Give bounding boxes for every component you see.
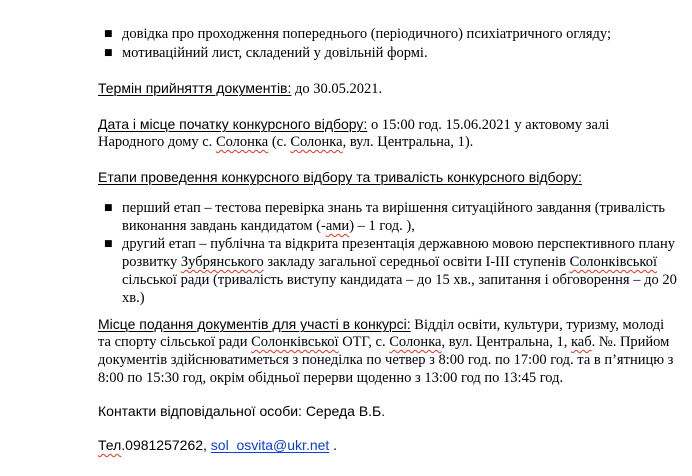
list-item-continuation: розвитку Зубрянського закладу загальної середньої освіти І-ІІІ ступенів Солонківської — [122, 254, 658, 270]
list-item: мотиваційний лист, складений у довільній формі. — [122, 45, 428, 61]
bullet-icon: ■ — [104, 203, 113, 213]
start-paragraph-line2: Народного дому с. Солонка (с. Солонка, вул. Центральна, 1). — [98, 134, 474, 150]
bullet-icon: ■ — [104, 29, 113, 39]
contacts-line: Контакти відповідальної особи: Середа В.Б. — [98, 403, 386, 419]
bullet-icon: ■ — [104, 48, 113, 58]
submission-line3: документів здійснюватиметься з понеділка по четвер з 8:00 год. по 17:00 год. та в п’ятницю з — [98, 352, 674, 368]
phone-number: .0981257262, — [121, 437, 211, 453]
list-item: довідка про проходження попереднього (періодичного) психіатричного огляду; — [122, 26, 611, 42]
bullet-icon: ■ — [104, 239, 113, 249]
list-item-continuation: виконання завдань кандидатом (-ами) – 1 год. ), — [122, 218, 415, 234]
list-item: другий етап – публічна та відкрита презентація державною мовою перспективного плану — [122, 236, 675, 252]
deadline-paragraph — [98, 80, 382, 98]
deadline-label: Термін прийняття документів: — [98, 80, 292, 96]
start-paragraph — [98, 116, 609, 134]
phone-line: Тел.0981257262, sol_osvita@ukr.net . — [98, 437, 338, 453]
submission-paragraph: Місце подання документів для участі в конкурсі: Відділ освіти, культури, туризму, молоді — [98, 316, 665, 333]
deadline-value: до 30.05.2021. — [291, 81, 383, 97]
submission-line2: та спорту сільської ради Солонківської ОТГ, с. Солонка, вул. Центральна, 1, каб. №. Прийом — [98, 334, 670, 350]
start-text: о 15:00 год. 15.06.2021 у актовому залі — [367, 117, 610, 133]
start-label: Дата і місце початку конкурсного відбору: — [98, 116, 368, 132]
stages-heading: Етапи проведення конкурсного відбору та тривалість конкурсного відбору: — [98, 169, 582, 185]
phone-prefix: Тел — [98, 437, 122, 453]
submission-line4: 8:00 по 15:30 год, окрім обідньої перерви щоденно з 13:00 год по 13:45 год. — [98, 370, 564, 386]
submission-label: Місце подання документів для участі в конкурсі: — [98, 316, 411, 332]
list-item: перший етап – тестова перевірка знань та вирішення ситуаційного завдання (тривалість — [122, 200, 665, 216]
list-item-continuation: сільської ради (тривалість виступу кандидата – до 15 хв., запитання і обговорення – до 20 — [122, 272, 677, 288]
email-link[interactable]: sol_osvita@ukr.net — [210, 437, 330, 453]
list-item-continuation: хв.) — [122, 290, 145, 306]
